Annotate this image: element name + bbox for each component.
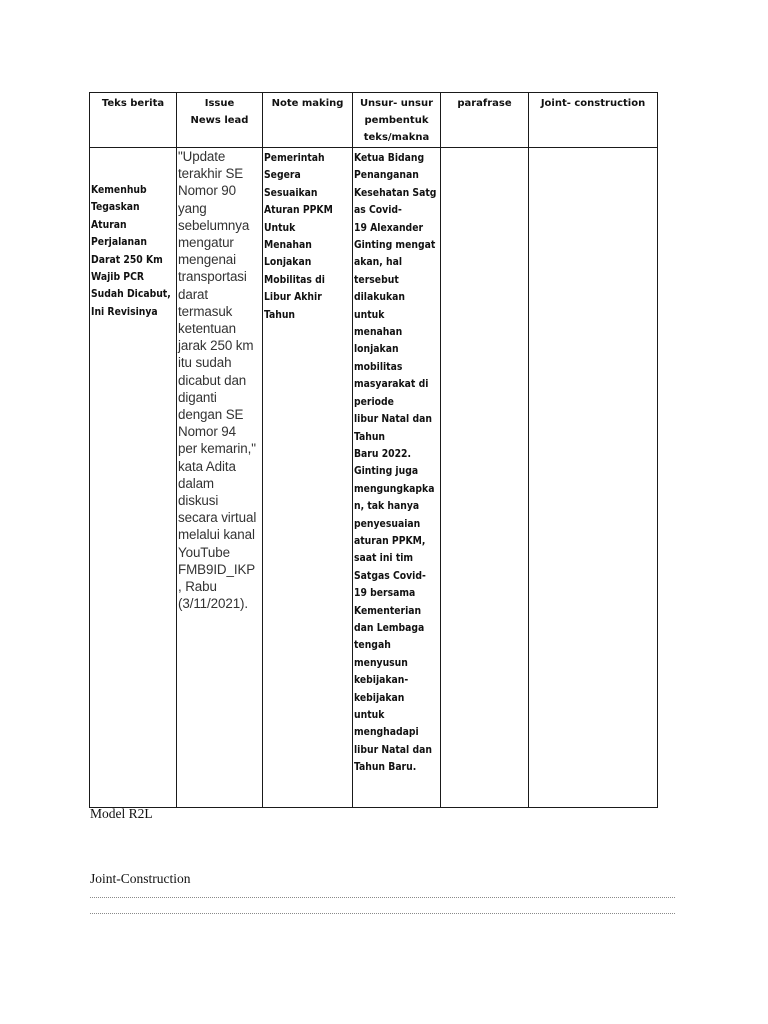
header-row (90, 93, 658, 148)
model-label: Model R2L (90, 806, 153, 821)
cell-teks-berita: Kemenhub Tegaskan Aturan Perjalanan Darat 250 Km Wajib PCR Sudah Dicabut, Ini Revisinya (90, 148, 177, 808)
cell-parafrase (441, 148, 529, 808)
header-unsur: Unsur- unsur pembentuk teks/makna (353, 93, 441, 148)
cell-joint-construction (529, 148, 658, 808)
table-row (90, 148, 658, 808)
header-teks-berita: Teks berita (90, 93, 177, 148)
header-note-making: Note making (263, 93, 353, 148)
cell-unsur: Ketua Bidang Penanganan Kesehatan Satg as Covid- 19 Alexander Ginting mengat akan, hal tersebut dilakukan untuk menahan lonjakan mobilitas masyarakat di periode libur Natal dan Tahun Baru 2022. Ginting juga mengungkapka n, tak hanya penyesuaian aturan PPKM, saat ini tim Satgas Covid- 19 bersama Kementerian dan Lembaga tengah menyusun kebijakan- kebijakan untuk menghadapi libur Natal dan Tahun Baru. (353, 148, 441, 808)
header-issue: Issue News lead (177, 93, 263, 148)
cell-note-making: Pemerintah Segera Sesuaikan Aturan PPKM Untuk Menahan Lonjakan Mobilitas di Libur Akhir Tahun (263, 148, 353, 808)
worksheet-table (89, 92, 658, 808)
dotted-answer-line (90, 913, 675, 914)
header-parafrase: parafrase (441, 93, 529, 148)
joint-construction-label: Joint-Construction (90, 871, 191, 886)
header-joint-construction: Joint- construction (529, 93, 658, 148)
dotted-answer-line (90, 897, 675, 898)
cell-issue: "Update terakhir SE Nomor 90 yang sebelumnya mengatur mengenai transportasi darat termasuk ketentuan jarak 250 km itu sudah dicabut dan diganti dengan SE Nomor 94 per kemarin," kata Adita dalam diskusi secara virtual melalui kanal YouTube FMB9ID_IKP , Rabu (3/11/2021). (177, 148, 263, 808)
